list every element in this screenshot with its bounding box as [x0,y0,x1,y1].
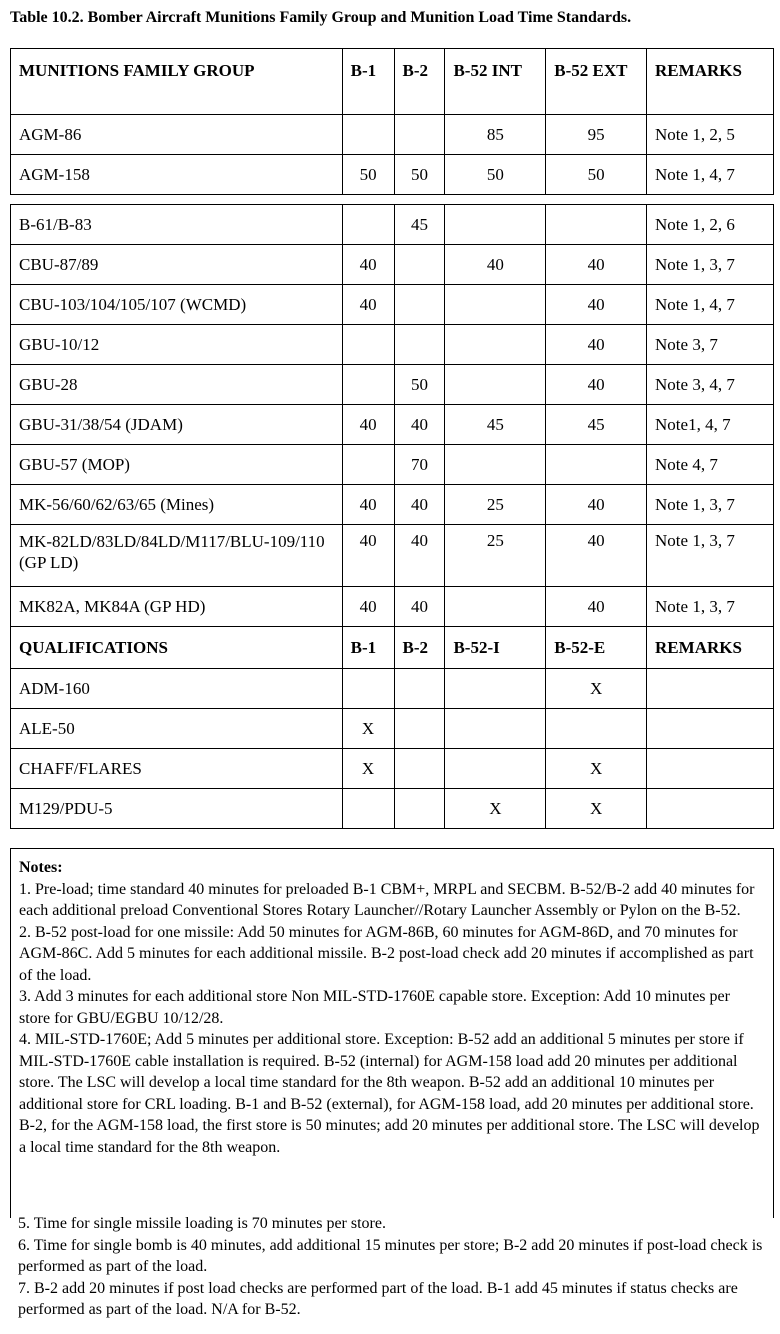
table-row [11,155,774,195]
b52-ext-time: 40 [546,245,647,285]
qualifications-header-row [11,627,774,669]
b52-ext-time [546,445,647,485]
munition-name: GBU-10/12 [11,325,343,365]
b52-e-mark: X [546,749,647,789]
b2-time: 40 [394,587,445,627]
remarks: Note 1, 3, 7 [647,485,774,525]
b52-int-time [445,587,546,627]
header-qualifications: QUALIFICATIONS [11,627,343,669]
qualification-name: CHAFF/FLARES [11,749,343,789]
b52-int-time: 50 [445,155,546,195]
b52-ext-time: 40 [546,365,647,405]
qualification-name: M129/PDU-5 [11,789,343,829]
header-remarks: REMARKS [647,49,774,115]
table-row [11,245,774,285]
remarks [647,749,774,789]
b2-time: 40 [394,485,445,525]
remarks: Note 1, 3, 7 [647,525,774,587]
header-b52-int: B-52 INT [445,49,546,115]
b2-time: 50 [394,365,445,405]
b2-time [394,285,445,325]
note-6: 6. Time for single bomb is 40 minutes, add additional 15 minutes per store; B-2 add 20 minutes if post-load check is performed as part of the load. [18,1236,763,1275]
b52-ext-time: 40 [546,325,647,365]
remarks: Note 1, 2, 6 [647,205,774,245]
table-row [11,325,774,365]
table-header-row [11,49,774,115]
notes-box [10,848,774,1208]
b52-int-time [445,285,546,325]
b1-time: 40 [342,587,394,627]
b2-mark [394,669,445,709]
qualification-name: ALE-50 [11,709,343,749]
b52-int-time [445,205,546,245]
b52-ext-time: 45 [546,405,647,445]
b52-e-mark [546,709,647,749]
b52-ext-time: 40 [546,485,647,525]
b1-mark [342,669,394,709]
b2-mark [394,709,445,749]
b52-int-time: 25 [445,485,546,525]
table-row [11,587,774,627]
b1-time: 40 [342,525,394,587]
b52-int-time: 85 [445,115,546,155]
b1-time: 40 [342,245,394,285]
header-b52-ext: B-52 EXT [546,49,647,115]
header-b1: B-1 [342,49,394,115]
table-row [11,405,774,445]
b52-ext-time [546,205,647,245]
table-row [11,709,774,749]
b52-int-time: 40 [445,245,546,285]
note-2: 2. B-52 post-load for one missile: Add 50 minutes for AGM-86B, 60 minutes for AGM-86D, and 70 minutes for AGM-86C. Add 5 minutes for each additional missile. B-2 post-load check add 20 minutes if accomplished as part of the load. [19,923,754,984]
table-row [11,669,774,709]
table-row [11,365,774,405]
b1-mark [342,789,394,829]
table-row [11,749,774,789]
b52-i-mark [445,709,546,749]
remarks: Note 3, 4, 7 [647,365,774,405]
b52-ext-time: 40 [546,525,647,587]
b1-time [342,205,394,245]
b2-mark [394,749,445,789]
table-row [11,525,774,587]
header-b2: B-2 [394,627,445,669]
b52-ext-time: 50 [546,155,647,195]
header-b2: B-2 [394,49,445,115]
remarks [647,669,774,709]
b1-mark: X [342,709,394,749]
b52-ext-time: 40 [546,285,647,325]
remarks: Note 1, 4, 7 [647,285,774,325]
b2-time [394,115,445,155]
munition-name: CBU-103/104/105/107 (WCMD) [11,285,343,325]
b1-time: 40 [342,285,394,325]
b2-time [394,325,445,365]
munition-name: GBU-31/38/54 (JDAM) [11,405,343,445]
header-remarks: REMARKS [647,627,774,669]
table-row [11,789,774,829]
b52-i-mark [445,749,546,789]
munition-name: GBU-28 [11,365,343,405]
note-7: 7. B-2 add 20 minutes if post load checks are performed part of the load. B-1 add 45 minutes if status checks are performed as part of the load. N/A for B-52. [18,1279,738,1318]
remarks: Note 1, 2, 5 [647,115,774,155]
b1-time: 40 [342,485,394,525]
remarks: Note 1, 4, 7 [647,155,774,195]
b52-e-mark: X [546,789,647,829]
munition-name: MK82A, MK84A (GP HD) [11,587,343,627]
b2-time [394,245,445,285]
notes-heading: Notes: [19,859,63,876]
munition-name: MK-56/60/62/63/65 (Mines) [11,485,343,525]
b2-mark [394,789,445,829]
remarks: Note1, 4, 7 [647,405,774,445]
table-row [11,115,774,155]
header-b52-e: B-52-E [546,627,647,669]
note-3: 3. Add 3 minutes for each additional store Non MIL-STD-1760E capable store. Exception: Add 10 minutes per store for GBU/EGBU 10/12/28. [19,988,730,1027]
b52-int-time [445,445,546,485]
table-row [11,205,774,245]
munition-name: AGM-158 [11,155,343,195]
b1-time [342,445,394,485]
remarks: Note 3, 7 [647,325,774,365]
b2-time: 45 [394,205,445,245]
b2-time: 70 [394,445,445,485]
remarks: Note 4, 7 [647,445,774,485]
remarks: Note 1, 3, 7 [647,587,774,627]
munition-name: GBU-57 (MOP) [11,445,343,485]
munitions-table [10,48,774,829]
remarks [647,789,774,829]
b52-int-time [445,325,546,365]
munition-name: B-61/B-83 [11,205,343,245]
page-break-gap [11,195,774,205]
remarks [647,709,774,749]
b52-int-time: 45 [445,405,546,445]
table-title: Table 10.2. Bomber Aircraft Munitions Family Group and Munition Load Time Standards. [10,9,632,26]
remarks: Note 1, 3, 7 [647,245,774,285]
b1-time: 40 [342,405,394,445]
header-b1: B-1 [342,627,394,669]
table-row [11,485,774,525]
note-1: 1. Pre-load; time standard 40 minutes for preloaded B-1 CBM+, MRPL and SECBM. B-52/B-2 add 40 minutes for each additional preload Conventional Stores Rotary Launcher//Rotary Launcher Assembly or Pylon on the B-52. [19,880,755,919]
table-row [11,285,774,325]
note-5: 5. Time for single missile loading is 70 minutes per store. [18,1215,386,1232]
munition-name: MK-82LD/83LD/84LD/M117/BLU-109/110 (GP LD) [11,525,343,587]
munition-name: CBU-87/89 [11,245,343,285]
b2-time: 40 [394,405,445,445]
b1-time [342,365,394,405]
b1-time: 50 [342,155,394,195]
b52-ext-time: 95 [546,115,647,155]
b52-int-time: 25 [445,525,546,587]
b1-mark: X [342,749,394,789]
notes-continuation [10,1213,774,1321]
b52-e-mark: X [546,669,647,709]
qualification-name: ADM-160 [11,669,343,709]
munition-name: AGM-86 [11,115,343,155]
b52-i-mark [445,669,546,709]
b1-time [342,115,394,155]
note-4: 4. MIL-STD-1760E; Add 5 minutes per additional store. Exception: B-52 add an additional 5 minutes per store if MIL-STD-1760E cable installation is required. B-52 (internal) for AGM-158 load add 20 minutes per additional store. The LSC will develop a local time standard for the 8th weapon. B-52 add an additional 10 minutes per additional store for CRL loading. B-1 and B-52 (external), for AGM-158 load, add 20 minutes per additional store. B-2, for the AGM-158 load, the first store is 50 minutes; add 20 minutes per additional store. The LSC will develop a local time standard for the 8th weapon. [19,1031,760,1156]
b52-int-time [445,365,546,405]
b52-ext-time: 40 [546,587,647,627]
header-b52-i: B-52-I [445,627,546,669]
b1-time [342,325,394,365]
b2-time: 40 [394,525,445,587]
b52-i-mark: X [445,789,546,829]
table-row [11,445,774,485]
header-munitions-family-group: MUNITIONS FAMILY GROUP [11,49,343,115]
b2-time: 50 [394,155,445,195]
